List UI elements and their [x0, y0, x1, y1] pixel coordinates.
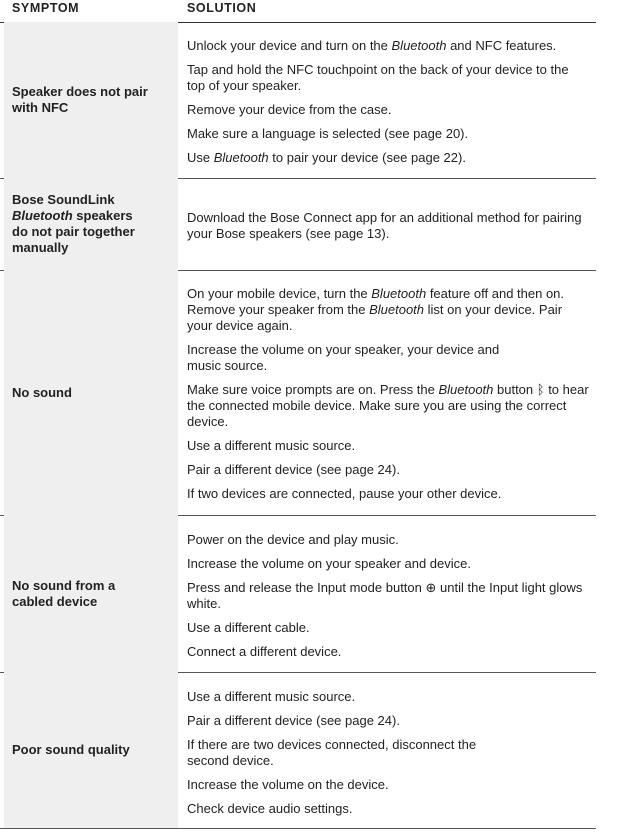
solution-item: Use a different music source. [187, 689, 356, 704]
solution-item: Use Bluetooth to pair your device (see page 22). [187, 150, 466, 165]
solution-item: Check device audio settings. [187, 801, 353, 816]
solution-item: Increase the volume on your speaker, your device and music source. [187, 342, 500, 373]
symptom-cell [4, 672, 178, 828]
solution-item: Use a different cable. [187, 620, 310, 635]
solution-item: Download the Bose Connect app for an additional method for pairing your Bose speakers (see page 13). [187, 210, 582, 241]
symptom-cell [4, 515, 178, 672]
symptom-label: Bose SoundLink Bluetooth speakers do not pair together manually [12, 192, 135, 255]
symptom-cell [4, 22, 178, 178]
solution-cell [187, 210, 596, 242]
table-row [0, 178, 596, 271]
symptom-label: Speaker does not pair with NFC [12, 84, 148, 115]
solution-item: Make sure voice prompts are on. Press the Bluetooth button ᛒ to hear the connected mobile device. Make sure you are using the correct device. [187, 382, 589, 429]
solution-item: Press and release the Input mode button ⊕ until the Input light glows white. [187, 580, 583, 611]
table-row [0, 270, 596, 516]
symptom-cell [4, 270, 178, 515]
solution-item: On your mobile device, turn the Bluetooth feature off and then on. Remove your speaker from the Bluetooth list on your device. Pair your device again. [187, 286, 565, 333]
table-row [0, 515, 596, 673]
solution-item: Tap and hold the NFC touchpoint on the back of your device to the top of your speaker. [187, 62, 569, 93]
bluetooth-icon: ᛒ [536, 382, 545, 397]
solution-cell [187, 689, 596, 817]
solution-item: Increase the volume on your speaker and device. [187, 556, 472, 571]
table-header [0, 0, 596, 23]
solution-cell [187, 532, 596, 660]
solution-item: Use a different music source. [187, 438, 356, 453]
solution-item: Pair a different device (see page 24). [187, 462, 400, 477]
solution-item: Connect a different device. [187, 644, 342, 659]
solution-item: Remove your device from the case. [187, 102, 392, 117]
input-mode-icon: ⊕ [425, 580, 437, 595]
solution-item: Pair a different device (see page 24). [187, 713, 400, 728]
solution-cell [187, 286, 596, 502]
table-row [0, 672, 596, 829]
solution-item: Unlock your device and turn on the Bluetooth and NFC features. [187, 38, 557, 53]
solution-item: If there are two devices connected, disconnect the second device. [187, 737, 477, 768]
symptom-label: No sound [12, 384, 72, 400]
solution-item: Make sure a language is selected (see page 20). [187, 126, 469, 141]
solution-item: Increase the volume on the device. [187, 777, 389, 792]
solution-cell [187, 38, 596, 166]
symptom-cell [4, 178, 178, 270]
solution-item: If two devices are connected, pause your other device. [187, 486, 502, 501]
solution-column-header: SOLUTION [187, 1, 257, 15]
symptom-label: No sound from a cabled device [12, 577, 116, 609]
table-row [0, 22, 596, 179]
symptom-label: Poor sound quality [12, 742, 130, 757]
solution-item: Power on the device and play music. [187, 532, 399, 547]
symptom-column-header: SYMPTOM [12, 1, 80, 15]
